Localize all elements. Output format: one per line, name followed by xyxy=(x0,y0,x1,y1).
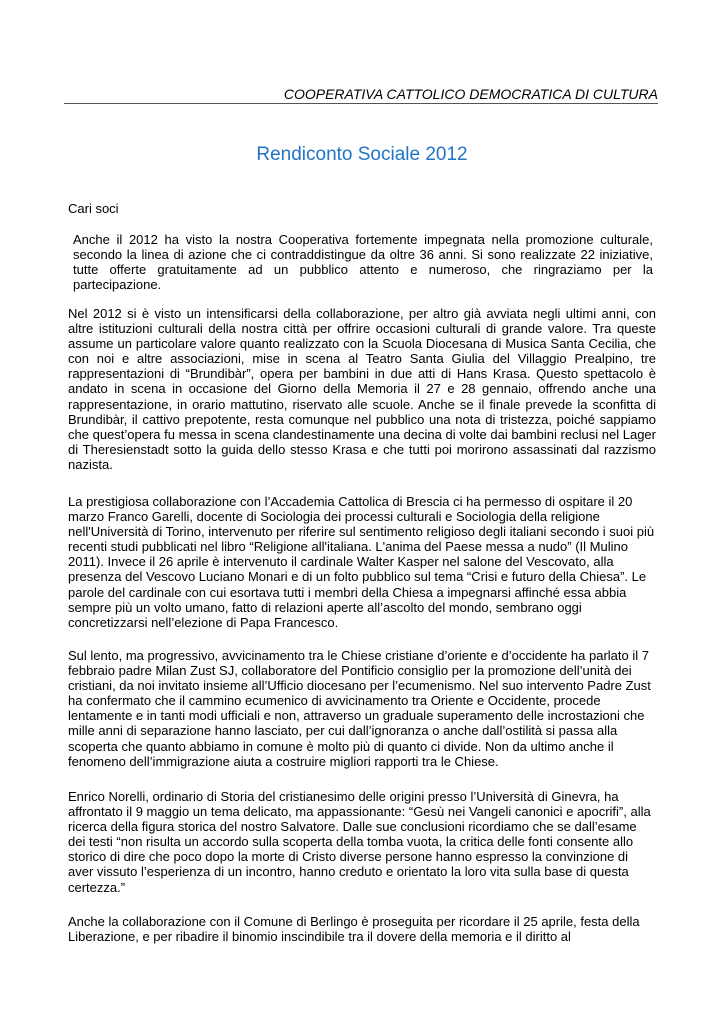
document-title: Rendiconto Sociale 2012 xyxy=(256,144,468,165)
paragraph-norelli: Enrico Norelli, ordinario di Storia del cristianesimo delle origini presso l’Università di Ginevra, ha affrontato il 9 maggio un tema delicato, ma appassionante: “Gesù nei Vangeli canonici e apocrifi”, alla ricerca della figura storica del nostro Salvatore. Dalle sue conclusioni ricordiamo che se dall’esame dei testi “non risulta un accordo sulla scoperta della tomba vuota, la critica delle fonti consente allo storico di dire che poco dopo la morte di Cristo diverse persone hanno espresso la convinzione di aver vissuto l’esperienza di un incontro, hanno creduto e orientato la loro vita sulla base di questa certezza.” xyxy=(68,789,651,895)
organization-header: COOPERATIVA CATTOLICO DEMOCRATICA DI CULTURA xyxy=(283,86,658,102)
intro-paragraph: Anche il 2012 ha visto la nostra Cooperativa fortemente impegnata nella promozione culturale, secondo la linea di azione che ci contraddistingue da oltre 36 anni. Si sono realizzate 22 iniziative, tutte offerte gratuitamente ad un pubblico attento e numeroso, che ringraziamo per la partecipazione. xyxy=(73,232,653,293)
paragraph-berlingo: Anche la collaborazione con il Comune di Berlingo è proseguita per ricordare il 25 aprile, festa della Liberazione, e per ribadire il binomio inscindibile tra il dovere della memoria e il diritto al xyxy=(68,914,640,945)
paragraph-ecumenism: Sul lento, ma progressivo, avvicinamento tra le Chiese cristiane d’oriente e d’occidente ha parlato il 7 febbraio padre Milan Zust SJ, collaboratore del Pontificio consiglio per la promozione dell’unità dei cristiani, da noi invitato insieme all’Ufficio diocesano per l’ecumenismo. Nel suo intervento Padre Zust ha confermato che il cammino ecumenico di avvicinamento tra Oriente e Occidente, procede lentamente e in tanti modi ufficiali e non, attraverso un graduale superamento delle incrostazioni che mille anni di separazione hanno lasciato, per cui dall’ignoranza o anche dall’ostilità si passa alla scoperta che quanto abbiamo in comune è molto più di quanto ci divide. Non da ultimo anche il fenomeno dell’immigrazione aiuta a costruire migliori rapporti tra le Chiese. xyxy=(68,648,651,769)
header-divider xyxy=(64,103,658,104)
paragraph-brundibar: Nel 2012 si è visto un intensificarsi della collaborazione, per altro già avviata negli ultimi anni, con altre istituzioni culturali della nostra città per offrire occasioni culturali di grande valore. Tra queste assume un particolare valore quanto realizzato con la Scuola Diocesana di Musica Santa Cecilia, che con noi e altre associazioni, mise in scena al Teatro Santa Giulia del Villaggio Prealpino, tre rappresentazioni di “Brundibàr”, opera per bambini in due atti di Hans Krasa. Questo spettacolo è andato in scena in occasione del Giorno della Memoria il 27 e 28 gennaio, offrendo anche una rappresentazione, in orario mattutino, riservato alle scuole. Anche se il finale prevede la sconfitta di Brundibàr, il cattivo prepotente, resta comunque nel pubblico una nota di tristezza, poiché sappiamo che quest’opera fu messa in scena clandestinamente una decina di volte dai bambini reclusi nel Lager di Theresienstadt sotto la guida dello stesso Krasa e che tutti poi morirono assassinati dal razzismo nazista. xyxy=(68,306,656,472)
salutation: Cari soci xyxy=(68,201,119,216)
paragraph-accademia-cattolica: La prestigiosa collaborazione con l’Accademia Cattolica di Brescia ci ha permesso di ospitare il 20 marzo Franco Garelli, docente di Sociologia dei processi culturali e Sociologia della religione nell'Università di Torino, intervenuto per riferire sul sentimento religioso degli italiani secondo i suoi più recenti studi pubblicati nel libro “Religione all'italiana. L'anima del Paese messa a nudo” (Il Mulino 2011). Invece il 26 aprile è intervenuto il cardinale Walter Kasper nel salone del Vescovato, alla presenza del Vescovo Luciano Monari e di un folto pubblico sul tema “Crisi e futuro della Chiesa”. Le parole del cardinale con cui esortava tutti i membri della Chiesa a impegnarsi affinché essa abbia sempre più un volto umano, fatto di relazioni aperte all’ascolto del mondo, sembrano oggi concretizzarsi nell’elezione di Papa Francesco. xyxy=(68,494,655,630)
